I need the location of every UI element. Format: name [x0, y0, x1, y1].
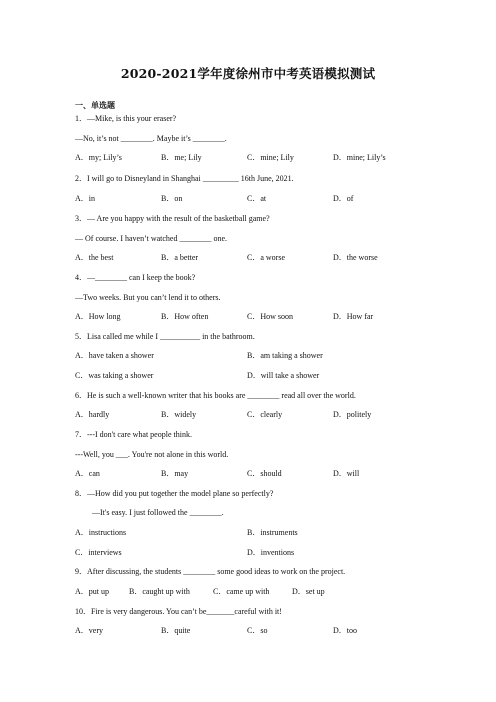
- question-8-option-b: B．instruments: [247, 528, 298, 537]
- question-8-option-d: D．inventions: [247, 548, 295, 557]
- question-2-option-b: B．on: [161, 194, 183, 203]
- question-7-stem: 7．---I don't care what people think.: [75, 430, 192, 439]
- question-4-option-a: A．How long: [75, 312, 121, 321]
- question-6-stem: 6．He is such a well-known writer that his books are ________ read all over the world.: [75, 391, 356, 400]
- question-5-stem: 5．Lisa called me while I __________ in the bathroom.: [75, 332, 255, 341]
- question-7-option-d: D．will: [333, 469, 360, 478]
- question-5-option-a: A．have taken a shower: [75, 351, 154, 360]
- question-2-option-a: A．in: [75, 194, 95, 203]
- question-4-line-2: —Two weeks. But you can’t lend it to others.: [75, 293, 221, 302]
- question-6-option-d: D．politely: [333, 410, 372, 419]
- question-7-option-a: A．can: [75, 469, 100, 478]
- question-6-option-b: B．widely: [161, 410, 197, 419]
- question-9-option-d: D．set up: [292, 587, 325, 596]
- question-1-option-c: C．mine; Lily: [247, 153, 294, 162]
- question-9-option-c: C．came up with: [213, 587, 270, 596]
- question-10-option-c: C．so: [247, 626, 268, 635]
- question-9-option-b: B．caught up with: [129, 587, 190, 596]
- question-5-option-d: D．will take a shower: [247, 371, 320, 380]
- question-8-stem: 8．—How did you put together the model plane so perfectly?: [75, 489, 274, 498]
- question-7-option-b: B．may: [161, 469, 189, 478]
- question-5-option-c: C．was taking a shower: [75, 371, 154, 380]
- page-title: 2020-2021学年度徐州市中考英语模拟测试: [120, 66, 376, 81]
- question-8-option-a: A．instructions: [75, 528, 127, 537]
- question-3-option-b: B．a better: [161, 253, 199, 262]
- question-3-line-2: — Of course. I haven’t watched ________ one.: [75, 234, 228, 243]
- question-1-stem: 1．—Mike, is this your eraser?: [75, 114, 177, 123]
- question-6-option-c: C．clearly: [247, 410, 283, 419]
- question-3-option-c: C．a worse: [247, 253, 285, 262]
- question-4-stem: 4．—________ can I keep the book?: [75, 273, 196, 282]
- question-3-option-d: D．the worse: [333, 253, 378, 262]
- question-9-stem: 9．After discussing, the students ________ some good ideas to work on the project.: [75, 567, 346, 576]
- question-2-option-d: D．of: [333, 194, 354, 203]
- question-10-option-d: D．too: [333, 626, 357, 635]
- question-5-option-b: B．am taking a shower: [247, 351, 323, 360]
- question-10-stem: 10．Fire is very dangerous. You can’t be_______careful with it!: [75, 607, 282, 616]
- question-4-option-c: C．How soon: [247, 312, 294, 321]
- section-heading: 一、单选题: [75, 101, 115, 110]
- question-8-option-c: C．interviews: [75, 548, 122, 557]
- question-2-stem: 2．I will go to Disneyland in Shanghai _________ 16th June, 2021.: [75, 174, 294, 183]
- question-8-line-2: —It's easy. I just followed the ________.: [92, 508, 224, 517]
- question-3-option-a: A．the best: [75, 253, 114, 262]
- question-7-line-2: ---Well, you ___. You're not alone in this world.: [75, 450, 229, 459]
- question-10-option-a: A．very: [75, 626, 103, 635]
- question-1-option-b: B．me; Lily: [161, 153, 202, 162]
- question-4-option-b: B．How often: [161, 312, 209, 321]
- question-3-stem: 3．— Are you happy with the result of the basketball game?: [75, 214, 270, 223]
- question-1-option-d: D．mine; Lily’s: [333, 153, 386, 162]
- question-7-option-c: C．should: [247, 469, 282, 478]
- question-4-option-d: D．How far: [333, 312, 374, 321]
- question-2-option-c: C．at: [247, 194, 267, 203]
- question-1-option-a: A．my; Lily’s: [75, 153, 122, 162]
- question-9-option-a: A．put up: [75, 587, 109, 596]
- question-6-option-a: A．hardly: [75, 410, 110, 419]
- question-10-option-b: B．quite: [161, 626, 191, 635]
- question-1-line-2: —No, it’s not ________. Maybe it’s ________.: [75, 134, 227, 143]
